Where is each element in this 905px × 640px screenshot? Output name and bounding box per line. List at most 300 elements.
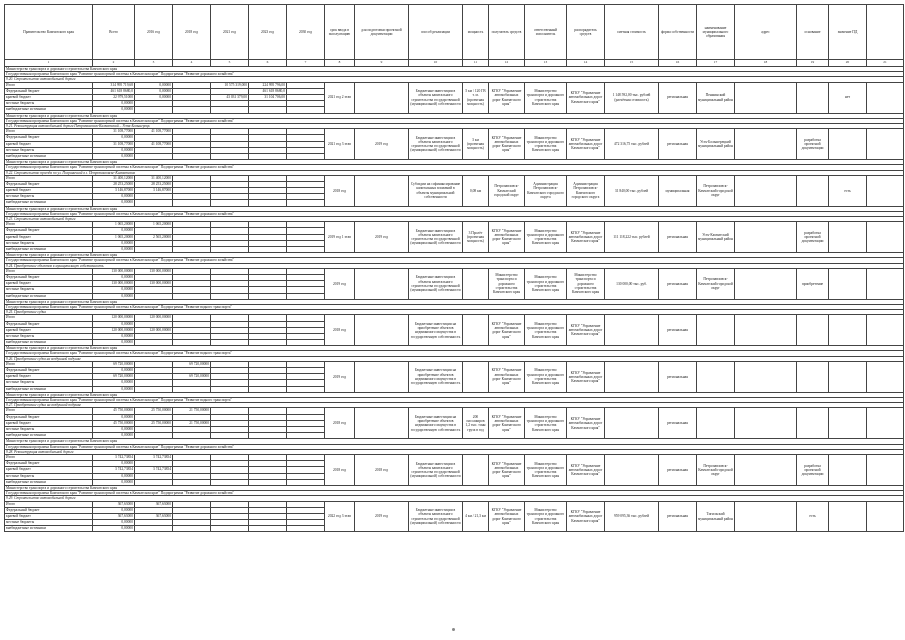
program-title: Государственная программа Камчатского края "Развитие транспортной системы в Камчатском крае" Подпрограмма "Развитие водного транспорта" [5,304,904,309]
amount-cell: 1 065,20000 [135,222,173,228]
attr-period: 2019 год [325,268,355,299]
amount-cell: 367,63000 [93,501,135,507]
funding-source-label: Федеральный бюджет [5,461,93,467]
attr-cost: 472 316,75 тыс. рублей [605,129,659,160]
attr-method: Субсидии на софинансирование капитальных вложений в объекты муниципальной собственности [409,175,463,206]
attr-extra [867,408,904,439]
attr-mo [697,361,735,392]
column-number: 11 [463,60,489,67]
amount-cell: 130 000,00000 [93,281,135,287]
attr-dist: КГКУ "Управление автомобильных дорог Камчатского края" [567,454,605,485]
amount-cell: 461 618 8680,0 [249,88,287,94]
section-title: Министерство транспорта и дорожного строительства Камчатского края [5,392,904,397]
amount-cell: 69 720,00000 [173,374,211,380]
attr-pd: нет [829,82,867,113]
amount-cell: 0,00000 [93,321,135,327]
attr-basis: разработка проектной документации [797,454,829,485]
attr-basis [797,361,829,392]
header-cell: 2018 год [173,5,211,60]
attr-start: 2019 год [355,501,409,532]
amount-cell: 120 000,00000 [93,327,135,333]
amount-cell: 120 000,00000 [135,327,173,333]
funding-source-label: местные бюджеты [5,380,93,386]
attr-start [355,361,409,392]
funding-source-label: Итого [5,454,93,460]
attr-power [463,315,489,346]
amount-cell: 0,00000 [93,247,135,253]
funding-source-label: местные бюджеты [5,427,93,433]
attr-dist: Администрация Петропавловск-Камчатского городского округа [567,175,605,206]
amount-cell: 10 575 319,000 [211,82,249,88]
attr-dist: КГКУ "Управление автомобильных дорог Камчатского края" [567,315,605,346]
funding-source-label: Федеральный бюджет [5,507,93,513]
column-number: 14 [567,60,605,67]
attr-start: 2019 год [355,222,409,253]
attr-pd: есть [829,175,867,206]
funding-source-label: внебюджетные источники [5,107,93,113]
attr-own: муниципальная [659,175,697,206]
attr-mo: Тигильский муниципальный район [697,501,735,532]
funding-source-label: Итого [5,315,93,321]
attr-own: региональная [659,82,697,113]
attr-power: 4 км / 21,3 км [463,501,489,532]
funding-source-label: Итого [5,408,93,414]
object-title: 9.24. Приобретение объектов в муниципальную собственность [5,263,904,268]
funding-source-label: краевой бюджет [5,281,93,287]
amount-cell: 41 108,77000 [135,129,173,135]
attr-resp: Министерство транспорта и дорожного строительства Камчатского края [525,268,567,299]
funding-source-label: местные бюджеты [5,287,93,293]
amount-cell: 0,00000 [93,386,135,392]
funding-source-label: местные бюджеты [5,333,93,339]
amount-cell: 3 742,73854 [135,454,173,460]
attr-resp: Министерство транспорта и дорожного строительства Камчатского края [525,361,567,392]
attr-start: 2018 год [355,454,409,485]
object-title: 9.23. Строительство автомобильной дороги [5,217,904,222]
attr-method: Бюджетные инвестиции в объекты капитального строительства государственной (муниципальной) собственности [409,222,463,253]
attr-addr [735,315,797,346]
amount-cell: 31 400,12000 [135,175,173,181]
funding-source-label: внебюджетные источники [5,247,93,253]
section-title: Министерство транспорта и дорожного строительства Камчатского края [5,67,904,72]
attr-addr [735,222,797,253]
funding-source-label: Федеральный бюджет [5,88,93,94]
attr-cost: 1 148 592,00 тыс. рублей (расчётная стоимость) [605,82,659,113]
amount-cell: 0,00000 [93,287,135,293]
attr-receiver: Петропавловск-Камчатский городской округ [489,175,525,206]
attr-receiver: КГКУ "Управление автомобильных дорог Камчатского края" [489,222,525,253]
funding-source-label: Итого [5,268,93,274]
attr-resp: Администрация Петропавловск-Камчатского городского округа [525,175,567,206]
attr-cost [605,408,659,439]
attr-start [355,408,409,439]
attr-basis [797,315,829,346]
amount-cell: 21 750,00000 [173,420,211,426]
amount-cell: 45 750,00000 [93,408,135,414]
section-title: Министерство транспорта и дорожного строительства Камчатского края [5,253,904,258]
column-number: 5 [211,60,249,67]
amount-cell: 0,00000 [93,368,135,374]
attr-start [355,82,409,113]
funding-source-label: Федеральный бюджет [5,181,93,187]
attr-pd [829,268,867,299]
attr-dist: Министерство транспорта и дорожного строительства Камчатского края [567,268,605,299]
object-title: 9.28. Реконструкция автомобильной дороги [5,449,904,454]
attr-addr [735,361,797,392]
amount-cell: 130 000,00000 [135,281,173,287]
header-cell: ответственный исполнитель [525,5,567,60]
header-cell [867,5,904,60]
amount-cell: 31 104 706,00 [249,94,287,100]
attr-own: региональная [659,268,697,299]
attr-period: 2018 год [325,315,355,346]
attr-resp: Министерство транспорта и дорожного строительства Камчатского края [525,315,567,346]
amount-cell: 0,00000 [93,228,135,234]
funding-source-label: Итого [5,175,93,181]
attr-extra [867,222,904,253]
attr-extra [867,361,904,392]
amount-cell: 120 000,00000 [135,315,173,321]
amount-cell: 28 253,25000 [135,181,173,187]
attr-receiver: КГКУ "Управление автомобильных дорог Камчатского края" [489,129,525,160]
funding-source-label: внебюджетные источники [5,340,93,346]
funding-source-label: внебюджетные источники [5,479,93,485]
amount-cell: 31 108,77000 [93,129,135,135]
attr-power: 0,08 км [463,175,489,206]
attr-own: региональная [659,315,697,346]
column-number: 1 [5,60,93,67]
attr-addr [735,408,797,439]
program-title: Государственная программа Камчатского края "Развитие транспортной системы в Камчатском крае" Подпрограмма "Развитие дорожного хозяйства" [5,491,904,496]
attr-addr [735,129,797,160]
attr-cost: 111 118,222 тыс. рублей [605,222,659,253]
column-number: 18 [735,60,797,67]
attr-start [355,175,409,206]
amount-cell: 45 750,00000 [93,420,135,426]
amount-cell: 3 742,73854 [135,467,173,473]
amount-cell: 43 031 379,00 [211,94,249,100]
funding-source-label: местные бюджеты [5,147,93,153]
attr-dist: КГКУ "Управление автомобильных дорог Камчатского края" [567,361,605,392]
program-title: Государственная программа Камчатского края "Развитие транспортной системы в Камчатском крае" Подпрограмма "Развитие дорожного хозяйства" [5,72,904,77]
amount-cell: 314 995 719,68 [93,82,135,88]
column-number: 20 [829,60,867,67]
attr-power [463,454,489,485]
funding-source-label: Федеральный бюджет [5,274,93,280]
amount-cell: 0,00000 [93,380,135,386]
amount-cell [287,526,325,532]
section-title: Министерство транспорта и дорожного строительства Камчатского края [5,206,904,211]
amount-cell: 0,00000 [93,473,135,479]
attr-dist: КГКУ "Управление автомобильных дорог Камчатского края" [567,129,605,160]
attr-method: Бюджетные инвестиции на приобретение объектов недвижимого имущества в государственную собственность [409,315,463,346]
amount-cell: 0,00000 [93,274,135,280]
header-cell: значение ПД [829,5,867,60]
attr-pd [829,129,867,160]
amount-cell: 1 065,20000 [93,234,135,240]
amount-cell: 3 742,73854 [93,467,135,473]
amount-cell: 1 065,20000 [93,222,135,228]
column-number: 10 [409,60,463,67]
column-number: 17 [697,60,735,67]
attr-cost [605,315,659,346]
amount-cell [211,526,249,532]
attr-pd [829,408,867,439]
amount-cell: 0,00000 [93,507,135,513]
funding-source-label: Итого [5,129,93,135]
program-title: Государственная программа Камчатского края "Развитие транспортной системы в Камчатском крае" Подпрограмма "Развитие дорожного хозяйства" [5,118,904,123]
attr-period: 2018 год [325,454,355,485]
attr-extra [867,82,904,113]
attr-start: 2019 год [355,129,409,160]
header-cell: Правительство Камчатского края [5,5,93,60]
amount-cell: 367,63000 [135,501,173,507]
attr-pd [829,454,867,485]
column-number: 2 [93,60,135,67]
amount-cell: 0,00000 [93,101,135,107]
attr-pd [829,222,867,253]
header-cell: для подготовки проектной документации [355,5,409,60]
attr-period: 2019 год 1 этап [325,222,355,253]
attr-dist: КГКУ "Управление автомобильных дорог Камчатского края" [567,222,605,253]
funding-source-label: внебюджетные источники [5,386,93,392]
attr-resp: Министерство транспорта и дорожного строительства Камчатского края [525,454,567,485]
funding-source-label: Итого [5,222,93,228]
attr-receiver: КГКУ "Управление автомобильных дорог Камчатского края" [489,501,525,532]
attr-power [463,268,489,299]
amount-cell: 0,00000 [93,479,135,485]
attr-power: 5 км / 120 ГВ т. м. (проектная мощность) [463,82,489,113]
attr-power: 3 км (проектная мощность) [463,129,489,160]
attr-power: 200 пассажиров 1,2 тыс. тонн груза в год [463,408,489,439]
funding-source-label: краевой бюджет [5,420,93,426]
attr-basis [797,408,829,439]
funding-source-label: местные бюджеты [5,194,93,200]
document-sheet [4,4,901,632]
column-number: 8 [325,60,355,67]
header-cell: Всего [93,5,135,60]
attr-mo: Петропавловск-Камчатский городской округ [697,268,735,299]
attr-resp: Министерство транспорта и дорожного строительства Камчатского края [525,222,567,253]
attr-pd [829,501,867,532]
funding-source-label: краевой бюджет [5,513,93,519]
funding-source-label: Федеральный бюджет [5,135,93,141]
attr-method: Бюджетные инвестиции на приобретение объектов недвижимого имущества в государственную собственность [409,408,463,439]
amount-cell: 31 108,77000 [93,141,135,147]
funding-source-label: краевой бюджет [5,467,93,473]
amount-cell: 0,00000 [93,293,135,299]
attr-basis: разработка проектной документации [797,222,829,253]
funding-source-label: внебюджетные источники [5,200,93,206]
attr-period: 2019 год [325,361,355,392]
funding-source-label: Федеральный бюджет [5,368,93,374]
attr-cost: 130 000,00 тыс. руб. [605,268,659,299]
object-title: 9.29. Строительство автомобильной дороги [5,496,904,501]
amount-cell: 3 742,73854 [93,454,135,460]
attr-extra [867,501,904,532]
amount-cell: 25 750,00000 [135,408,173,414]
attr-receiver: Министерство транспорта и дорожного строительства Камчатского края [489,268,525,299]
program-title: Государственная программа Камчатского края "Развитие транспортной системы в Камчатском крае" Подпрограмма "Развитие дорожного хозяйства" [5,444,904,449]
attr-basis [797,82,829,113]
amount-cell: 69 720,00000 [173,361,211,367]
amount-cell: 130 000,00000 [135,268,173,274]
header-cell: получатель средств [489,5,525,60]
column-number: 6 [249,60,287,67]
section-title: Министерство транспорта и дорожного строительства Камчатского края [5,299,904,304]
program-title: Государственная программа Камчатского края "Развитие транспортной системы в Камчатском крае" Подпрограмма "Развитие дорожного хозяйства" [5,211,904,216]
column-number: 3 [135,60,173,67]
attr-period: 2018 год [325,408,355,439]
section-title: Министерство транспорта и дорожного строительства Камчатского края [5,439,904,444]
funding-source-label: местные бюджеты [5,240,93,246]
header-cell: способ реализации [409,5,463,60]
amount-cell: 130 000,00000 [93,268,135,274]
amount-cell: 0,00000 [93,340,135,346]
attr-method: Бюджетные инвестиции в объекты капитального строительства государственной (муниципальной) собственности [409,129,463,160]
object-title: 9.20. Строительство автомобильной дороги [5,77,904,82]
attr-resp: Министерство транспорта и дорожного строительства Камчатского края [525,408,567,439]
column-number: 7 [287,60,325,67]
funding-source-label: краевой бюджет [5,141,93,147]
column-number: 13 [525,60,567,67]
column-number-row [5,60,904,67]
amount-cell: 461 618 8680,0 [93,88,135,94]
attr-pd [829,361,867,392]
attr-addr [735,175,797,206]
amount-cell: 120 000,00000 [93,315,135,321]
amount-cell: 41 108,77000 [135,141,173,147]
attr-cost: 31 840,00 тыс. рублей [605,175,659,206]
header-cell: основание [797,5,829,60]
amount-cell: 0,00000 [93,107,135,113]
amount-cell: 0,00000 [93,240,135,246]
attr-mo: Пенжинский муниципальный район [697,82,735,113]
header-cell: 2030 год [287,5,325,60]
program-title: Государственная программа Камчатского края "Развитие транспортной системы в Камчатском крае" Подпрограмма "Развитие водного транспорта" [5,398,904,403]
attr-method: Бюджетные инвестиции на приобретение объектов недвижимого имущества в государственную собственность [409,361,463,392]
program-title: Государственная программа Камчатского края "Развитие транспортной системы в Камчатском крае" Подпрограмма "Развитие дорожного хозяйства" [5,258,904,263]
object-title: 9.26. Приобретение судов на воздушной подушке [5,356,904,361]
funding-source-label: краевой бюджет [5,94,93,100]
program-title: Государственная программа Камчатского края "Развитие транспортной системы в Камчатском крае" Подпрограмма "Развитие дорожного хозяйства" [5,165,904,170]
funding-source-label: Федеральный бюджет [5,414,93,420]
column-number: 9 [355,60,409,67]
attr-own: региональная [659,361,697,392]
amount-cell: 0,00000 [93,520,135,526]
attr-basis: разработка проектной документации [797,129,829,160]
column-number: 19 [797,60,829,67]
funding-source-label: краевой бюджет [5,234,93,240]
amount-cell: 21 750,00000 [173,408,211,414]
column-number: 21 [867,60,904,67]
attr-own: региональная [659,454,697,485]
funding-source-label: внебюджетные источники [5,433,93,439]
attr-receiver: КГКУ "Управление автомобильных дорог Камчатского края" [489,454,525,485]
attr-own: региональная [659,222,697,253]
attr-resp: Министерство транспорта и дорожного строительства Камчатского края [525,82,567,113]
attr-resp: Министерство транспорта и дорожного строительства Камчатского края [525,501,567,532]
attr-receiver: КГКУ "Управление автомобильных дорог Камчатского края" [489,82,525,113]
attr-receiver: КГКУ "Управление автомобильных дорог Камчатского края" [489,408,525,439]
amount-cell: 367,63000 [93,513,135,519]
object-title: 9.22. Строительство проезда по ул. Пограничной в г. Петропавловске-Камчатском [5,170,904,175]
amount-cell: 367,63000 [135,513,173,519]
attr-basis: приобретение [797,268,829,299]
header-cell: срок ввода в эксплуатацию [325,5,355,60]
column-number: 12 [489,60,525,67]
amount-cell: 0,00000 [93,433,135,439]
amount-cell: 0,00000 [135,82,173,88]
attr-period: 2022 год 3 этап [325,501,355,532]
amount-cell: 2 565,20000 [135,234,173,240]
attr-receiver: КГКУ "Управление автомобильных дорог Камчатского края" [489,315,525,346]
amount-cell: 31 400,12000 [93,175,135,181]
amount-cell: 69 720,00000 [93,374,135,380]
section-title: Министерство транспорта и дорожного строительства Камчатского края [5,485,904,490]
amount-cell: 0,00000 [93,333,135,339]
attr-method: Бюджетные инвестиции в объекты капитального строительства государственной (муниципальной) собственности [409,268,463,299]
section-title: Министерство транспорта и дорожного строительства Камчатского края [5,113,904,118]
header-cell: 2016 год [135,5,173,60]
attr-dist: КГКУ "Управление автомобильных дорог Камчатского края" [567,408,605,439]
amount-cell: 0,00000 [93,147,135,153]
attr-dist: КГКУ "Управление автомобильных дорог Камчатского края" [567,82,605,113]
amount-cell: 0,00000 [93,194,135,200]
amount-cell: 28 253,25000 [93,181,135,187]
amount-cell: 0,00000 [135,88,173,94]
funding-source-label: Федеральный бюджет [5,321,93,327]
amount-cell: 0,00000 [93,135,135,141]
column-number: 15 [605,60,659,67]
amount-cell: 25 750,00000 [135,420,173,426]
column-number: 4 [173,60,211,67]
attr-method: Бюджетные инвестиции в объекты капитального строительства государственной (муниципальной) собственности [409,82,463,113]
header-cell: 2023 год [249,5,287,60]
funding-source-label: Итого [5,82,93,88]
funding-source-label: местные бюджеты [5,473,93,479]
attr-basis: есть [797,501,829,532]
attr-start [355,268,409,299]
program-title: Государственная программа Камчатского края "Развитие транспортной системы в Камчатском крае" Подпрограмма "Развитие водного транспорта" [5,351,904,356]
funding-source-label: местные бюджеты [5,520,93,526]
amount-cell: 0,00000 [135,94,173,100]
object-title: 9.21. Реконструкция автомобильной дороги Петропавловск-Камчатский – Усть-Большерецк [5,123,904,128]
amount-cell [249,526,287,532]
attr-own: региональная [659,501,697,532]
attr-dist: КГКУ "Управление автомобильных дорог Камчатского края" [567,501,605,532]
attr-receiver: КГКУ "Управление автомобильных дорог Камчатского края" [489,361,525,392]
attr-start [355,315,409,346]
amount-cell: 0,00000 [93,414,135,420]
header-cell: наименование муниципального образования [697,5,735,60]
attr-mo: Усть-Камчатский муниципальный район [697,222,735,253]
header-cell: сметная стоимость [605,5,659,60]
header-row [5,5,904,60]
header-cell: форма собственности [659,5,697,60]
attr-period: 2021 год 2 этап [325,82,355,113]
column-number: 16 [659,60,697,67]
header-cell: 2021 год [211,5,249,60]
attr-method: Бюджетные инвестиции в объекты капитального строительства государственной (муниципальной) собственности [409,454,463,485]
attr-period: 2018 год [325,175,355,206]
amount-cell: 3 146,87000 [93,188,135,194]
funding-source-label: краевой бюджет [5,327,93,333]
object-title: 9.27. Приобретение судна на воздушной подушке [5,403,904,408]
attr-power: 3 Пролёт (проектная мощность) [463,222,489,253]
attr-mo: Петропавловск-Камчатский городской округ [697,175,735,206]
amount-cell: 22 979,51000 [93,94,135,100]
